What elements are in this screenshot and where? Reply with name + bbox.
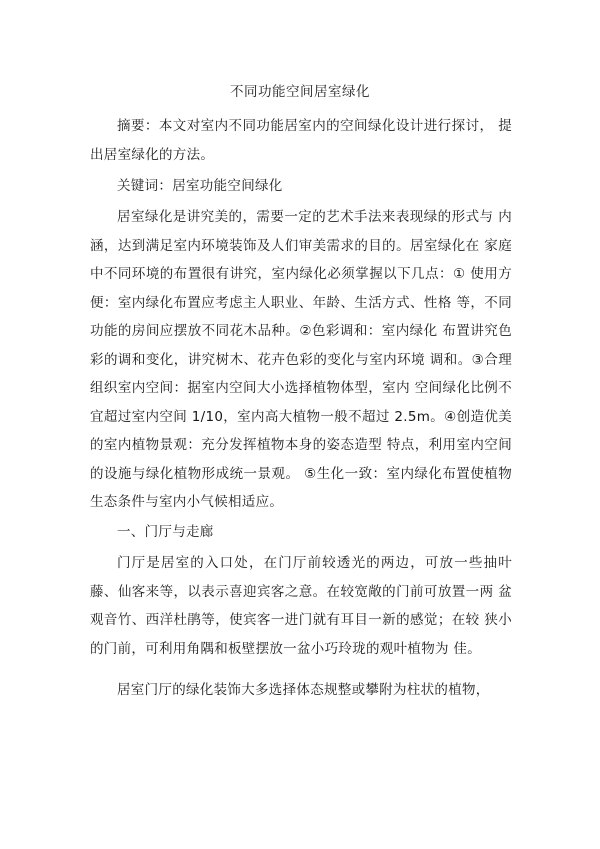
section-heading-block xyxy=(90,518,512,547)
document-title: 不同功能空间居室绿化 xyxy=(230,84,370,100)
section-heading: 一、门厅与走廊 xyxy=(117,524,214,540)
abstract-paragraph: 摘要：本文对室内不同功能居室内的空间绿化设计进行探讨， 提出居室绿化的方法。 xyxy=(90,118,512,163)
body-paragraph: 居室绿化是讲究美的，需要一定的艺术手法来表现绿的形式与 内涵，达到满足室内环境装饰及人们审美需求的目的。居室绿化在 家庭中不同环境的布置很有讲究，室内绿化必须掌握以下几点：① 使用方便：室内绿化布置应考虑主人职业、年龄、生活方式、性格 等，不同功能的房间应摆放不同花木品种。②色彩调和：室内绿化 布置讲究色彩的调和变化，讲究树木、花卉色彩的变化与室内环境 调和。③合理组织室内空间：据室内空间大小选择植物体型，室内 空间绿化比例不宜超过室内空间 1/10，室内高大植物一般不超过 2.5m。④创造优美的室内植物景观：充分发挥植物本身的姿态造型 特点，利用室内空间的设施与绿化植物形成统一景观。 ⑤生化一致：室内绿化布置使植物生态条件与室内小气候相适应。 xyxy=(90,209,512,510)
body-paragraph: 门厅是居室的入口处，在门厅前较透光的两边，可放一些抽叶 藤、仙客来等，以表示喜迎宾客之意。在较宽敞的门前可放置一两 盆观音竹、西洋杜鹃等，使宾客一进门就有耳目一新的感觉；在较 狭小的门前，可利用角隅和板壁摆放一盆小巧玲珑的观叶植物为 佳。 xyxy=(90,555,512,657)
body-paragraph: 居室门厅的绿化装饰大多选择体态规整或攀附为柱状的植物， xyxy=(117,682,490,698)
intro-block xyxy=(90,203,512,517)
section-block-1 xyxy=(90,549,512,663)
keywords-line: 关键词：居室功能空间绿化 xyxy=(117,178,283,194)
abstract-block xyxy=(90,112,512,169)
section-block-2 xyxy=(90,676,512,705)
keywords-block xyxy=(90,172,512,201)
